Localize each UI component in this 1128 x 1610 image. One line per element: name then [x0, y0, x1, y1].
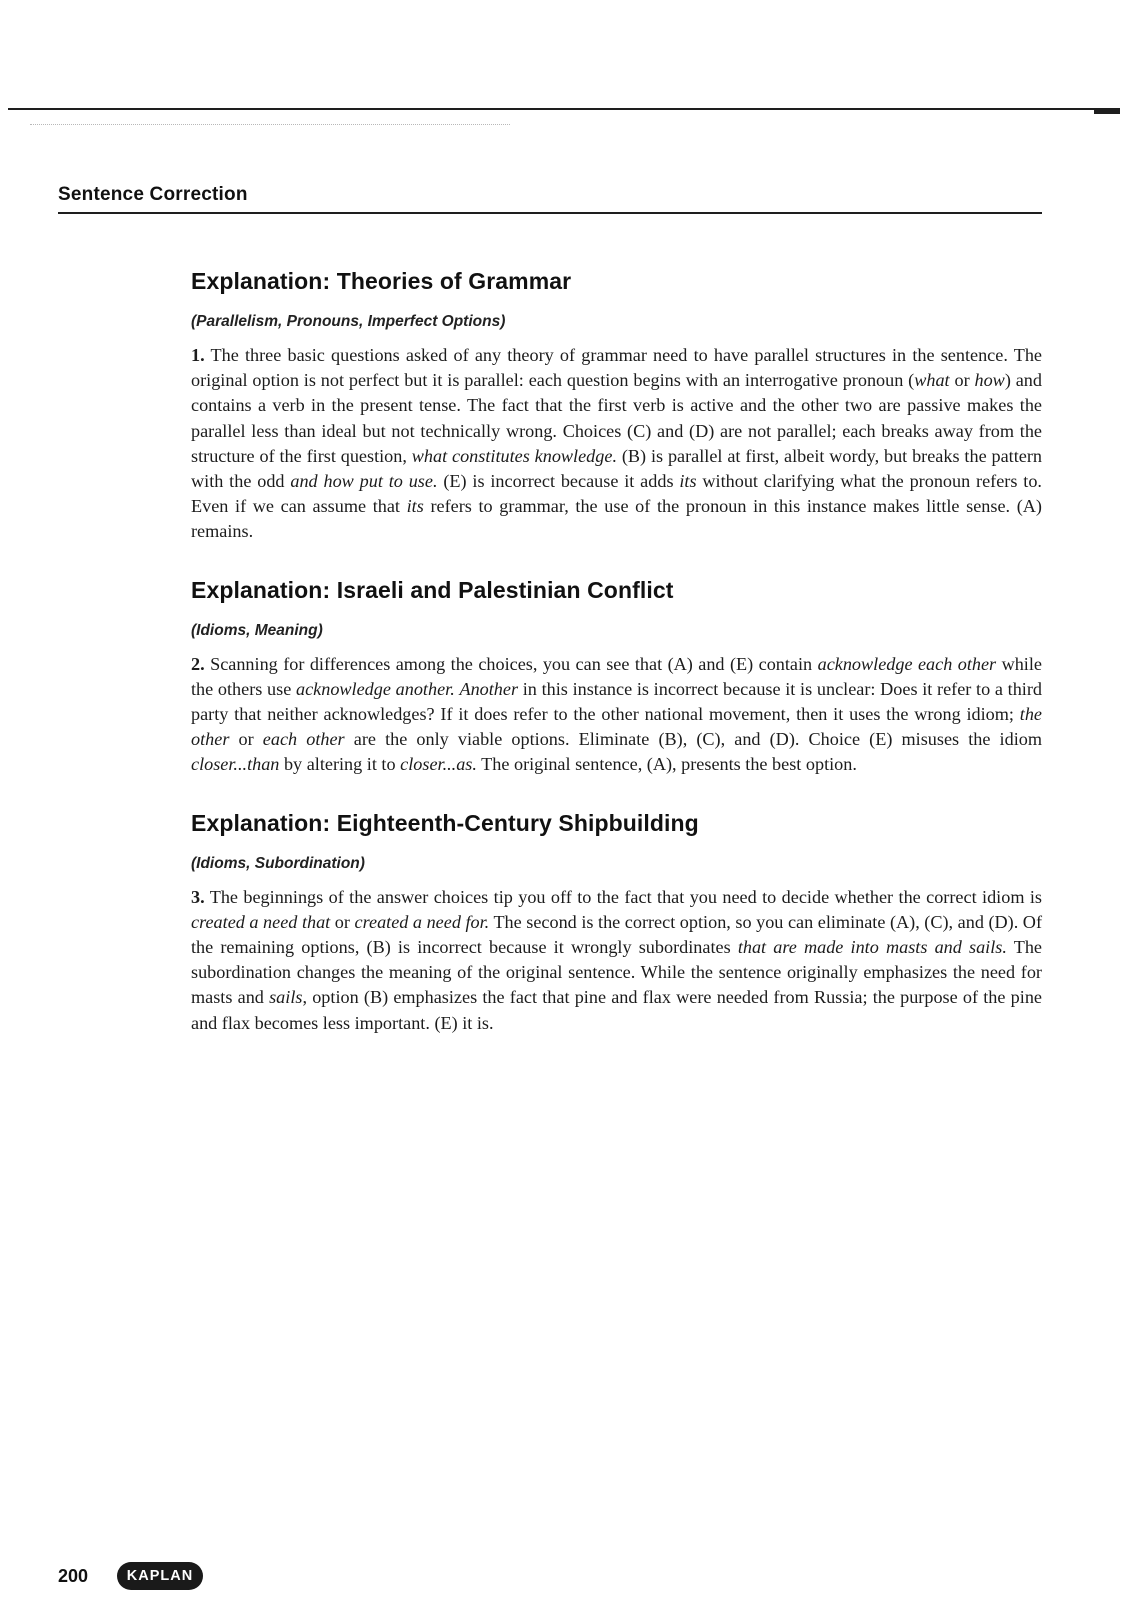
italic-term: what	[914, 370, 950, 391]
italic-term: acknowledge each other	[817, 653, 997, 674]
question-number: 3.	[191, 886, 205, 907]
italic-term: Another	[459, 678, 519, 699]
italic-term: created a need that	[191, 911, 331, 932]
top-rule-tick	[1094, 108, 1120, 114]
section-title: Sentence Correction	[58, 184, 248, 205]
page-number: 200	[58, 1566, 89, 1586]
question-number: 2.	[191, 653, 205, 674]
header-rule	[58, 212, 1042, 214]
kaplan-logo: KAPLAN	[117, 1562, 203, 1590]
explanation-body	[191, 652, 1042, 778]
top-rule	[8, 108, 1120, 110]
explanation-title: Explanation: Eighteenth-Century Shipbuilding	[191, 809, 699, 836]
italic-term: each other	[262, 729, 345, 750]
explanation-title: Explanation: Israeli and Palestinian Conflict	[191, 576, 674, 603]
explanation-section	[191, 268, 1042, 545]
question-number: 1.	[191, 345, 205, 365]
explanation-tags: (Parallelism, Pronouns, Imperfect Options)	[191, 313, 506, 330]
explanation-title: Explanation: Theories of Grammar	[191, 268, 572, 294]
explanation-body	[191, 343, 1042, 545]
explanations-content	[191, 268, 1042, 1068]
explanation-tags: (Idioms, Meaning)	[191, 621, 323, 639]
italic-term: sails	[269, 987, 303, 1008]
italic-term: that are made into masts and sails.	[737, 937, 1007, 958]
explanation-section	[191, 577, 1042, 778]
explanation-text: The three basic questions asked of any theory of grammar need to have parallel structures in the sentence. The original option is not perfect but it is parallel: each question begins with an interrogative pronoun (what or how) and contains a verb in the present tense. The fact that the first verb is active and the other two are passive makes the parallel less than ideal but not technically wrong. Choices (C) and (D) are not parallel; each breaks away from the structure of the first question, what constitutes knowledge. (B) is parallel at first, albeit wordy, but breaks the pattern with the odd and how put to use. (E) is incorrect because it adds its without clarifying what the pronoun refers to. Even if we can assume that its refers to grammar, the use of the pronoun in this instance makes little sense. (A) remains.	[191, 345, 1042, 542]
explanation-text: Scanning for differences among the choices, you can see that (A) and (E) contain acknowledge each other while the others use acknowledge another. Another in this instance is incorrect because it is unclear: Does it refer to a third party that neither acknowledges? If it does refer to the other national movement, then it uses the wrong idiom; the other or each other are the only viable options. Eliminate (B), (C), and (D). Choice (E) misuses the idiom closer...than by altering it to closer...as. The original sentence, (A), presents the best option.	[191, 653, 1042, 775]
italic-term: created a need for.	[354, 911, 490, 932]
explanation-section	[191, 810, 1042, 1036]
italic-term: its	[406, 496, 424, 517]
italic-term: its	[679, 471, 697, 492]
italic-term: closer...than	[191, 754, 280, 775]
explanation-body	[191, 885, 1042, 1036]
italic-term: and how put to use.	[290, 471, 438, 492]
scan-specks	[30, 124, 510, 129]
italic-term: how	[974, 370, 1005, 391]
explanation-tags: (Idioms, Subordination)	[191, 854, 365, 872]
italic-term: acknowledge another.	[296, 678, 455, 699]
italic-term: the other	[191, 704, 1042, 750]
explanation-text: The beginnings of the answer choices tip you off to the fact that you need to decide whether the correct idiom is created a need that or created a need for. The second is the correct option, so you can eliminate (A), (C), and (D). Of the remaining options, (B) is incorrect because it wrongly subordinates that are made into masts and sails. The subordination changes the meaning of the original sentence. While the sentence originally emphasizes the need for masts and sails, option (B) emphasizes the fact that pine and flax were needed from Russia; the purpose of the pine and flax becomes less important. (E) it is.	[191, 886, 1043, 1033]
italic-term: what constitutes knowledge.	[411, 445, 617, 466]
italic-term: closer...as.	[400, 754, 477, 775]
